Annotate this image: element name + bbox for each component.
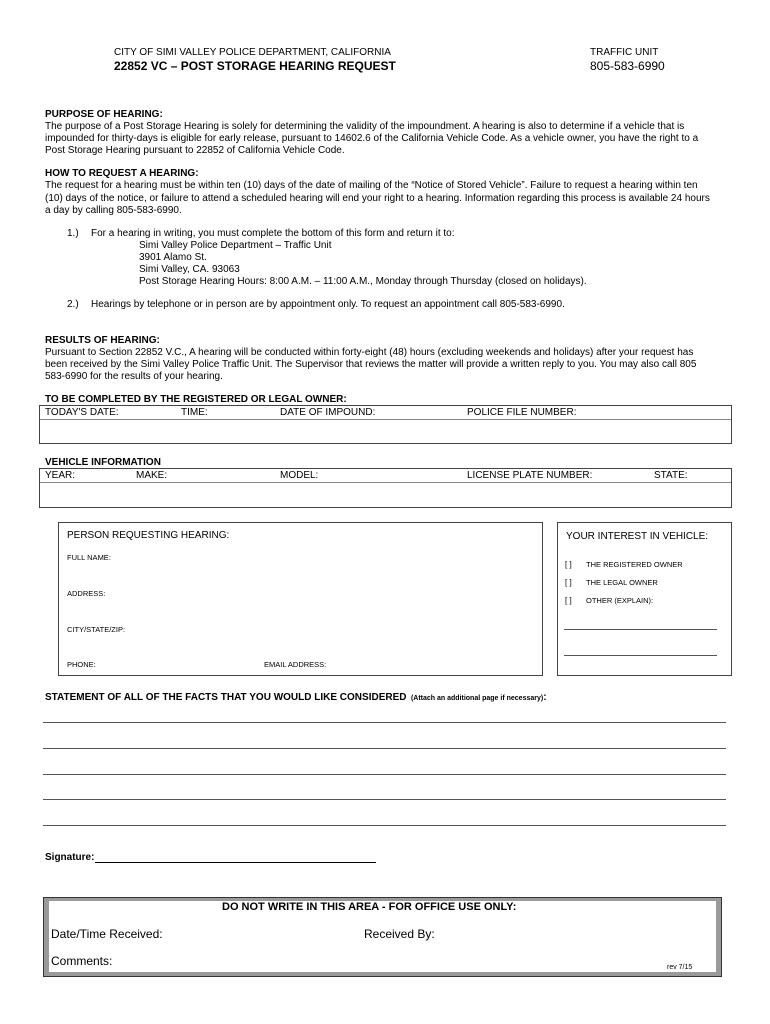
model-label: MODEL: [280, 470, 319, 481]
registered-owner-checkbox[interactable]: [ ] [565, 560, 572, 569]
person-heading: PERSON REQUESTING HEARING: [67, 530, 230, 541]
phone-label: PHONE: [67, 660, 96, 669]
statement-header [45, 687, 547, 705]
statement-line[interactable] [43, 825, 726, 826]
results-heading: RESULTS OF HEARING: [45, 335, 160, 346]
statement-line[interactable] [43, 722, 726, 723]
interest-heading: YOUR INTEREST IN VEHICLE: [566, 531, 709, 542]
todays-date-label: TODAY'S DATE: [45, 407, 119, 418]
how-heading: HOW TO REQUEST A HEARING: [45, 168, 199, 179]
how-line: The request for a hearing must be within ten (10) days of the date of mailing of the “Notice of Stored Vehicle”. Failure to request a hearing within ten [45, 180, 698, 191]
explain-line[interactable] [564, 629, 717, 630]
legal-owner-checkbox[interactable]: [ ] [565, 578, 572, 587]
received-by-label: Received By: [364, 927, 435, 941]
full-name-label: FULL NAME: [67, 553, 111, 562]
unit-name: TRAFFIC UNIT [590, 47, 659, 58]
police-file-label: POLICE FILE NUMBER: [467, 407, 577, 418]
statement-colon: : [543, 692, 547, 703]
email-label: EMAIL ADDRESS: [264, 660, 327, 669]
explain-line[interactable] [564, 655, 717, 656]
city-state-zip-label: CITY/STATE/ZIP: [67, 625, 126, 634]
owner-info-box [39, 405, 732, 444]
impound-date-label: DATE OF IMPOUND: [280, 407, 376, 418]
time-label: TIME: [181, 407, 208, 418]
owner-section-heading: TO BE COMPLETED BY THE REGISTERED OR LEGAL OWNER: [45, 394, 347, 405]
mailing-address-line: Simi Valley, CA. 93063 [139, 264, 240, 275]
hearing-hours: Post Storage Hearing Hours: 8:00 A.M. – 11:00 A.M., Monday through Thursday (closed on holidays). [139, 276, 587, 287]
revision-note: rev 7/15 [667, 964, 693, 971]
results-line: Pursuant to Section 22852 V.C., A hearing will be conducted within forty-eight (48) hours (excluding weekends and holidays) after your request has [45, 347, 694, 358]
how-line: a day by calling 805-583-6990. [45, 205, 182, 216]
plate-label: LICENSE PLATE NUMBER: [467, 470, 593, 481]
address-label: ADDRESS: [67, 589, 106, 598]
comments-label: Comments: [51, 954, 113, 968]
person-box [58, 522, 543, 676]
mailing-address-line: Simi Valley Police Department – Traffic Unit [139, 240, 332, 251]
purpose-line: The purpose of a Post Storage Hearing is solely for determining the validity of the impoundment. A hearing is also to determine if a vehicle that is [45, 121, 685, 132]
legal-owner-label: THE LEGAL OWNER [586, 578, 658, 587]
results-line: been received by the Simi Valley Police Traffic Unit. The Supervisor that reviews the matter will provide a written reply to you. You may also call 805 [45, 359, 697, 370]
date-received-label: Date/Time Received: [51, 927, 163, 941]
how-line: (10) days of the notice, or failure to attend a scheduled hearing will end your right to a hearing. Information regarding this process is available 24 hours [45, 193, 710, 204]
purpose-line: impounded for thirty-days is eligible for early release, pursuant to 14602.6 of the California Vehicle Code. As a vehicle owner, you have the right to a [45, 133, 699, 144]
year-label: YEAR: [45, 470, 76, 481]
purpose-heading: PURPOSE OF HEARING: [45, 109, 163, 120]
item-number: 1.) [67, 228, 79, 239]
statement-line[interactable] [43, 799, 726, 800]
other-checkbox[interactable]: [ ] [565, 596, 572, 605]
office-heading: DO NOT WRITE IN THIS AREA - FOR OFFICE USE ONLY: [222, 901, 517, 913]
statement-heading: STATEMENT OF ALL OF THE FACTS THAT YOU WOULD LIKE CONSIDERED [45, 692, 407, 703]
make-label: MAKE: [136, 470, 168, 481]
results-line: 583-6990 for the results of your hearing. [45, 371, 223, 382]
office-box-shade [44, 972, 721, 976]
registered-owner-label: THE REGISTERED OWNER [586, 560, 683, 569]
item-number: 2.) [67, 299, 79, 310]
item-text: For a hearing in writing, you must complete the bottom of this form and return it to: [91, 228, 455, 239]
office-box-shade [44, 898, 49, 976]
statement-line[interactable] [43, 774, 726, 775]
signature-label: Signature: [45, 852, 95, 863]
vehicle-heading: VEHICLE INFORMATION [45, 457, 161, 468]
header-phone: 805-583-6990 [590, 59, 665, 73]
mailing-address-line: 3901 Alamo St. [139, 252, 207, 263]
item-text: Hearings by telephone or in person are by appointment only. To request an appointment call 805-583-6990. [91, 299, 565, 310]
form-title: 22852 VC – POST STORAGE HEARING REQUEST [114, 59, 396, 73]
statement-note: (Attach an additional page if necessary) [410, 695, 544, 702]
office-box-shade [716, 898, 721, 976]
state-label: STATE: [654, 470, 688, 481]
statement-line[interactable] [43, 748, 726, 749]
other-label: OTHER (EXPLAIN): [586, 596, 654, 605]
purpose-line: Post Storage Hearing pursuant to 22852 of California Vehicle Code. [45, 145, 345, 156]
department-name: CITY OF SIMI VALLEY POLICE DEPARTMENT, CALIFORNIA [114, 47, 391, 58]
signature-line[interactable] [95, 862, 376, 863]
